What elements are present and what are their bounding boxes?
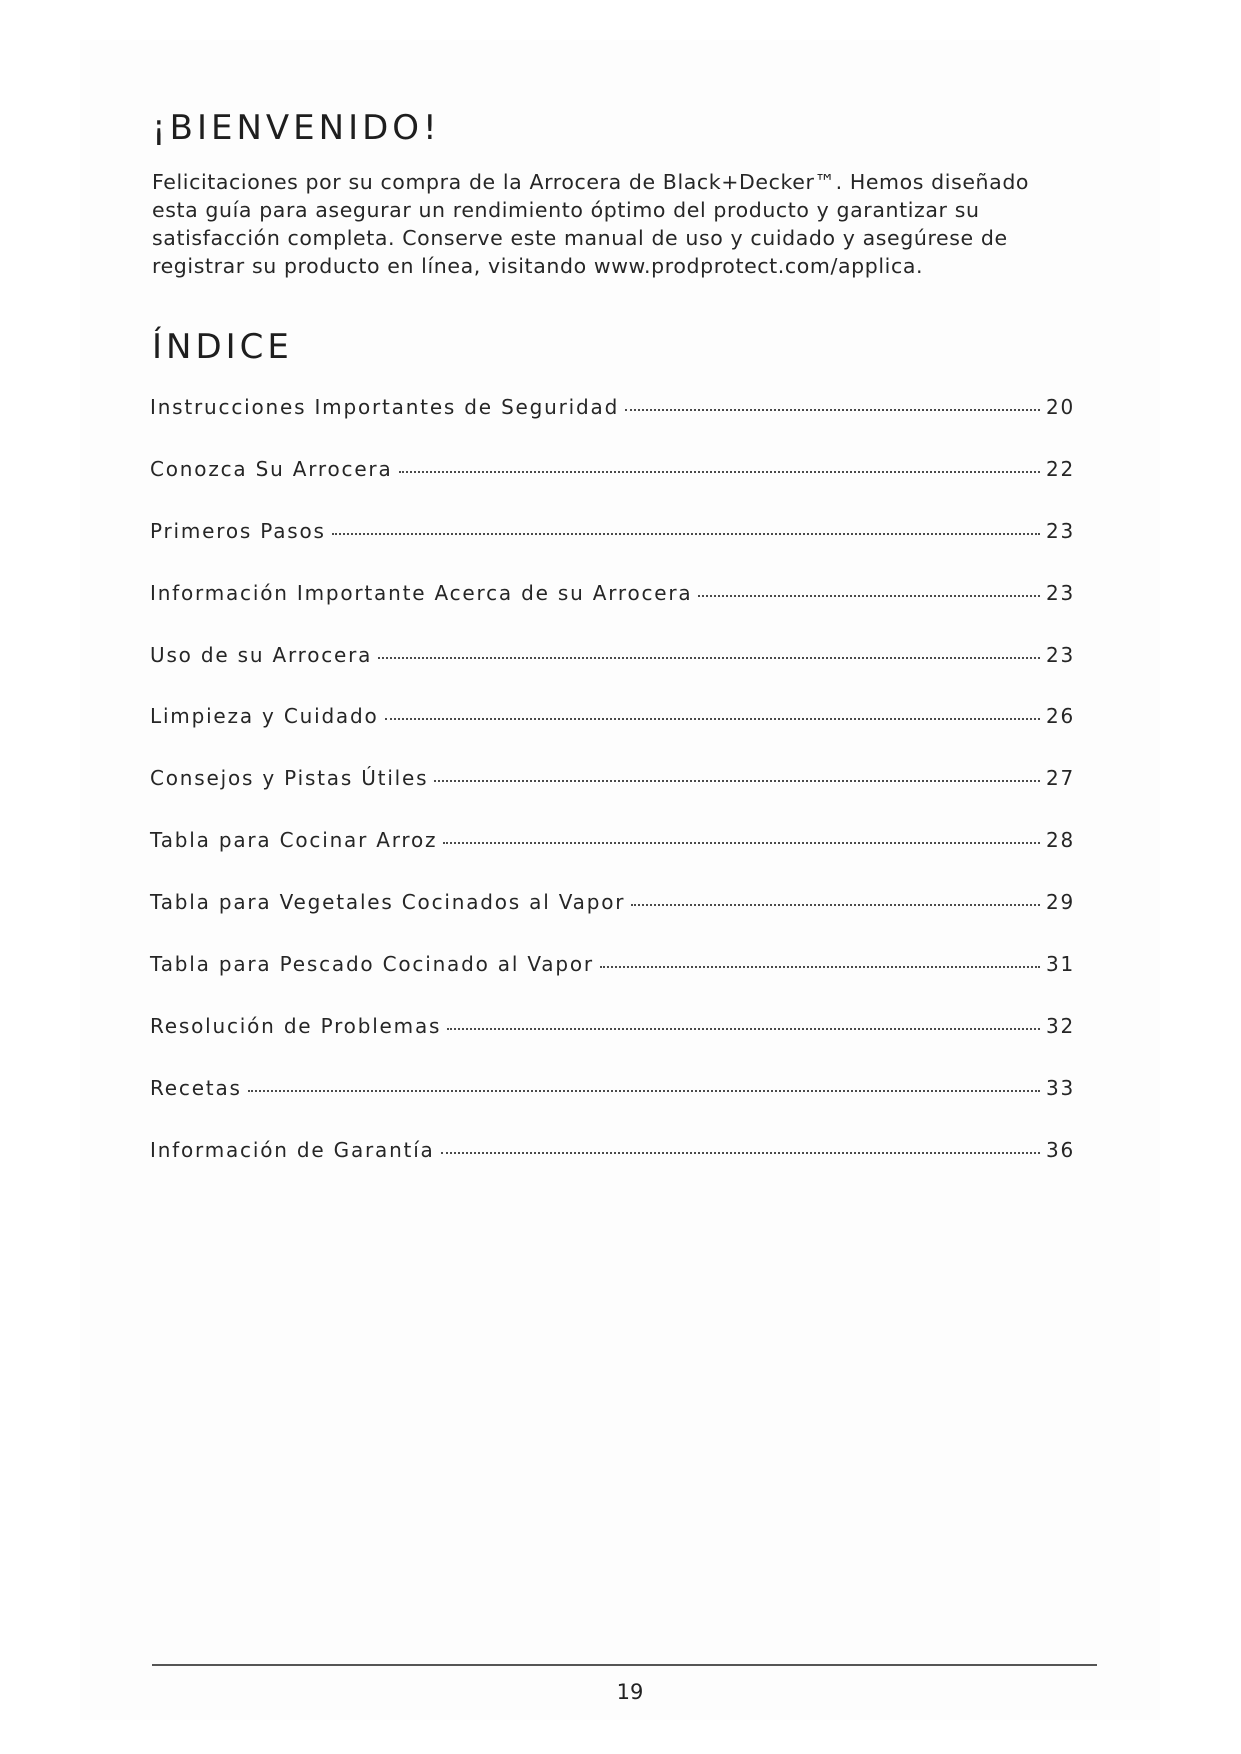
toc-dot-leader [385,716,1040,720]
toc-dot-leader [248,1088,1040,1092]
toc-entry-label: Conozca Su Arrocera [150,456,393,481]
toc-entry[interactable] [150,395,1075,457]
toc-entry-label: Información Importante Acerca de su Arrocera [150,580,693,605]
toc-entry[interactable] [150,1138,1075,1200]
toc-entry-label: Limpieza y Cuidado [150,704,379,729]
toc-entry[interactable] [150,1076,1075,1138]
toc-entry-page: 23 [1045,518,1075,543]
footer-divider [152,1664,1097,1666]
toc-entry-page: 27 [1045,766,1075,791]
toc-entry[interactable] [150,766,1075,828]
toc-entry[interactable] [150,643,1075,705]
toc-dot-leader [447,1026,1040,1030]
toc-entry-page: 23 [1045,642,1075,667]
toc-entry-page: 26 [1045,704,1075,729]
toc-dot-leader [631,902,1040,906]
toc-entry-label: Recetas [150,1075,242,1100]
toc-dot-leader [625,407,1040,411]
welcome-title: ¡BIENVENIDO! [152,108,441,148]
toc-entry-page: 36 [1045,1137,1075,1162]
toc-entry-label: Tabla para Cocinar Arroz [150,828,438,853]
toc-entry[interactable] [150,828,1075,890]
toc-entry-label: Información de Garantía [150,1137,435,1162]
toc-entry-page: 33 [1045,1075,1075,1100]
toc-dot-leader [698,593,1039,597]
toc-entry-page: 32 [1045,1013,1075,1038]
page-number: 19 [616,1680,644,1704]
toc-entry[interactable] [150,1014,1075,1076]
welcome-paragraph: Felicitaciones por su compra de la Arrocera de Black+Decker™. Hemos diseñado esta guía para asegurar un rendimiento óptimo del producto y garantizar su satisfacción completa. Conserve este manual de uso y cuidado y asegúrese de registrar su producto en línea, visitando www.prodprotect.com/applica. [152,170,1030,278]
toc-dot-leader [378,655,1040,659]
toc-entry-page: 31 [1045,952,1075,977]
toc-entry-page: 29 [1045,890,1075,915]
toc-entry-label: Tabla para Vegetales Cocinados al Vapor [150,890,626,915]
table-of-contents [150,395,1075,1200]
toc-dot-leader [332,531,1040,535]
toc-entry[interactable] [150,581,1075,643]
toc-entry-label: Uso de su Arrocera [150,642,373,667]
toc-entry-page: 28 [1045,828,1075,853]
toc-dot-leader [443,840,1040,844]
toc-entry-page: 23 [1045,580,1075,605]
toc-dot-leader [399,469,1040,473]
toc-entry-label: Instrucciones Importantes de Seguridad [150,395,620,419]
toc-entry-label: Resolución de Problemas [150,1013,442,1038]
toc-entry[interactable] [150,890,1075,952]
toc-entry-page: 20 [1045,395,1075,419]
toc-entry-page: 22 [1045,456,1075,481]
toc-entry[interactable] [150,704,1075,766]
toc-entry[interactable] [150,952,1075,1014]
index-title: ÍNDICE [152,327,293,367]
toc-entry[interactable] [150,457,1075,519]
toc-entry-label: Tabla para Pescado Cocinado al Vapor [150,952,594,977]
toc-dot-leader [434,778,1040,782]
toc-entry[interactable] [150,519,1075,581]
toc-dot-leader [441,1150,1040,1154]
toc-dot-leader [600,964,1040,968]
toc-entry-label: Primeros Pasos [150,518,326,543]
toc-entry-label: Consejos y Pistas Útiles [150,766,429,791]
